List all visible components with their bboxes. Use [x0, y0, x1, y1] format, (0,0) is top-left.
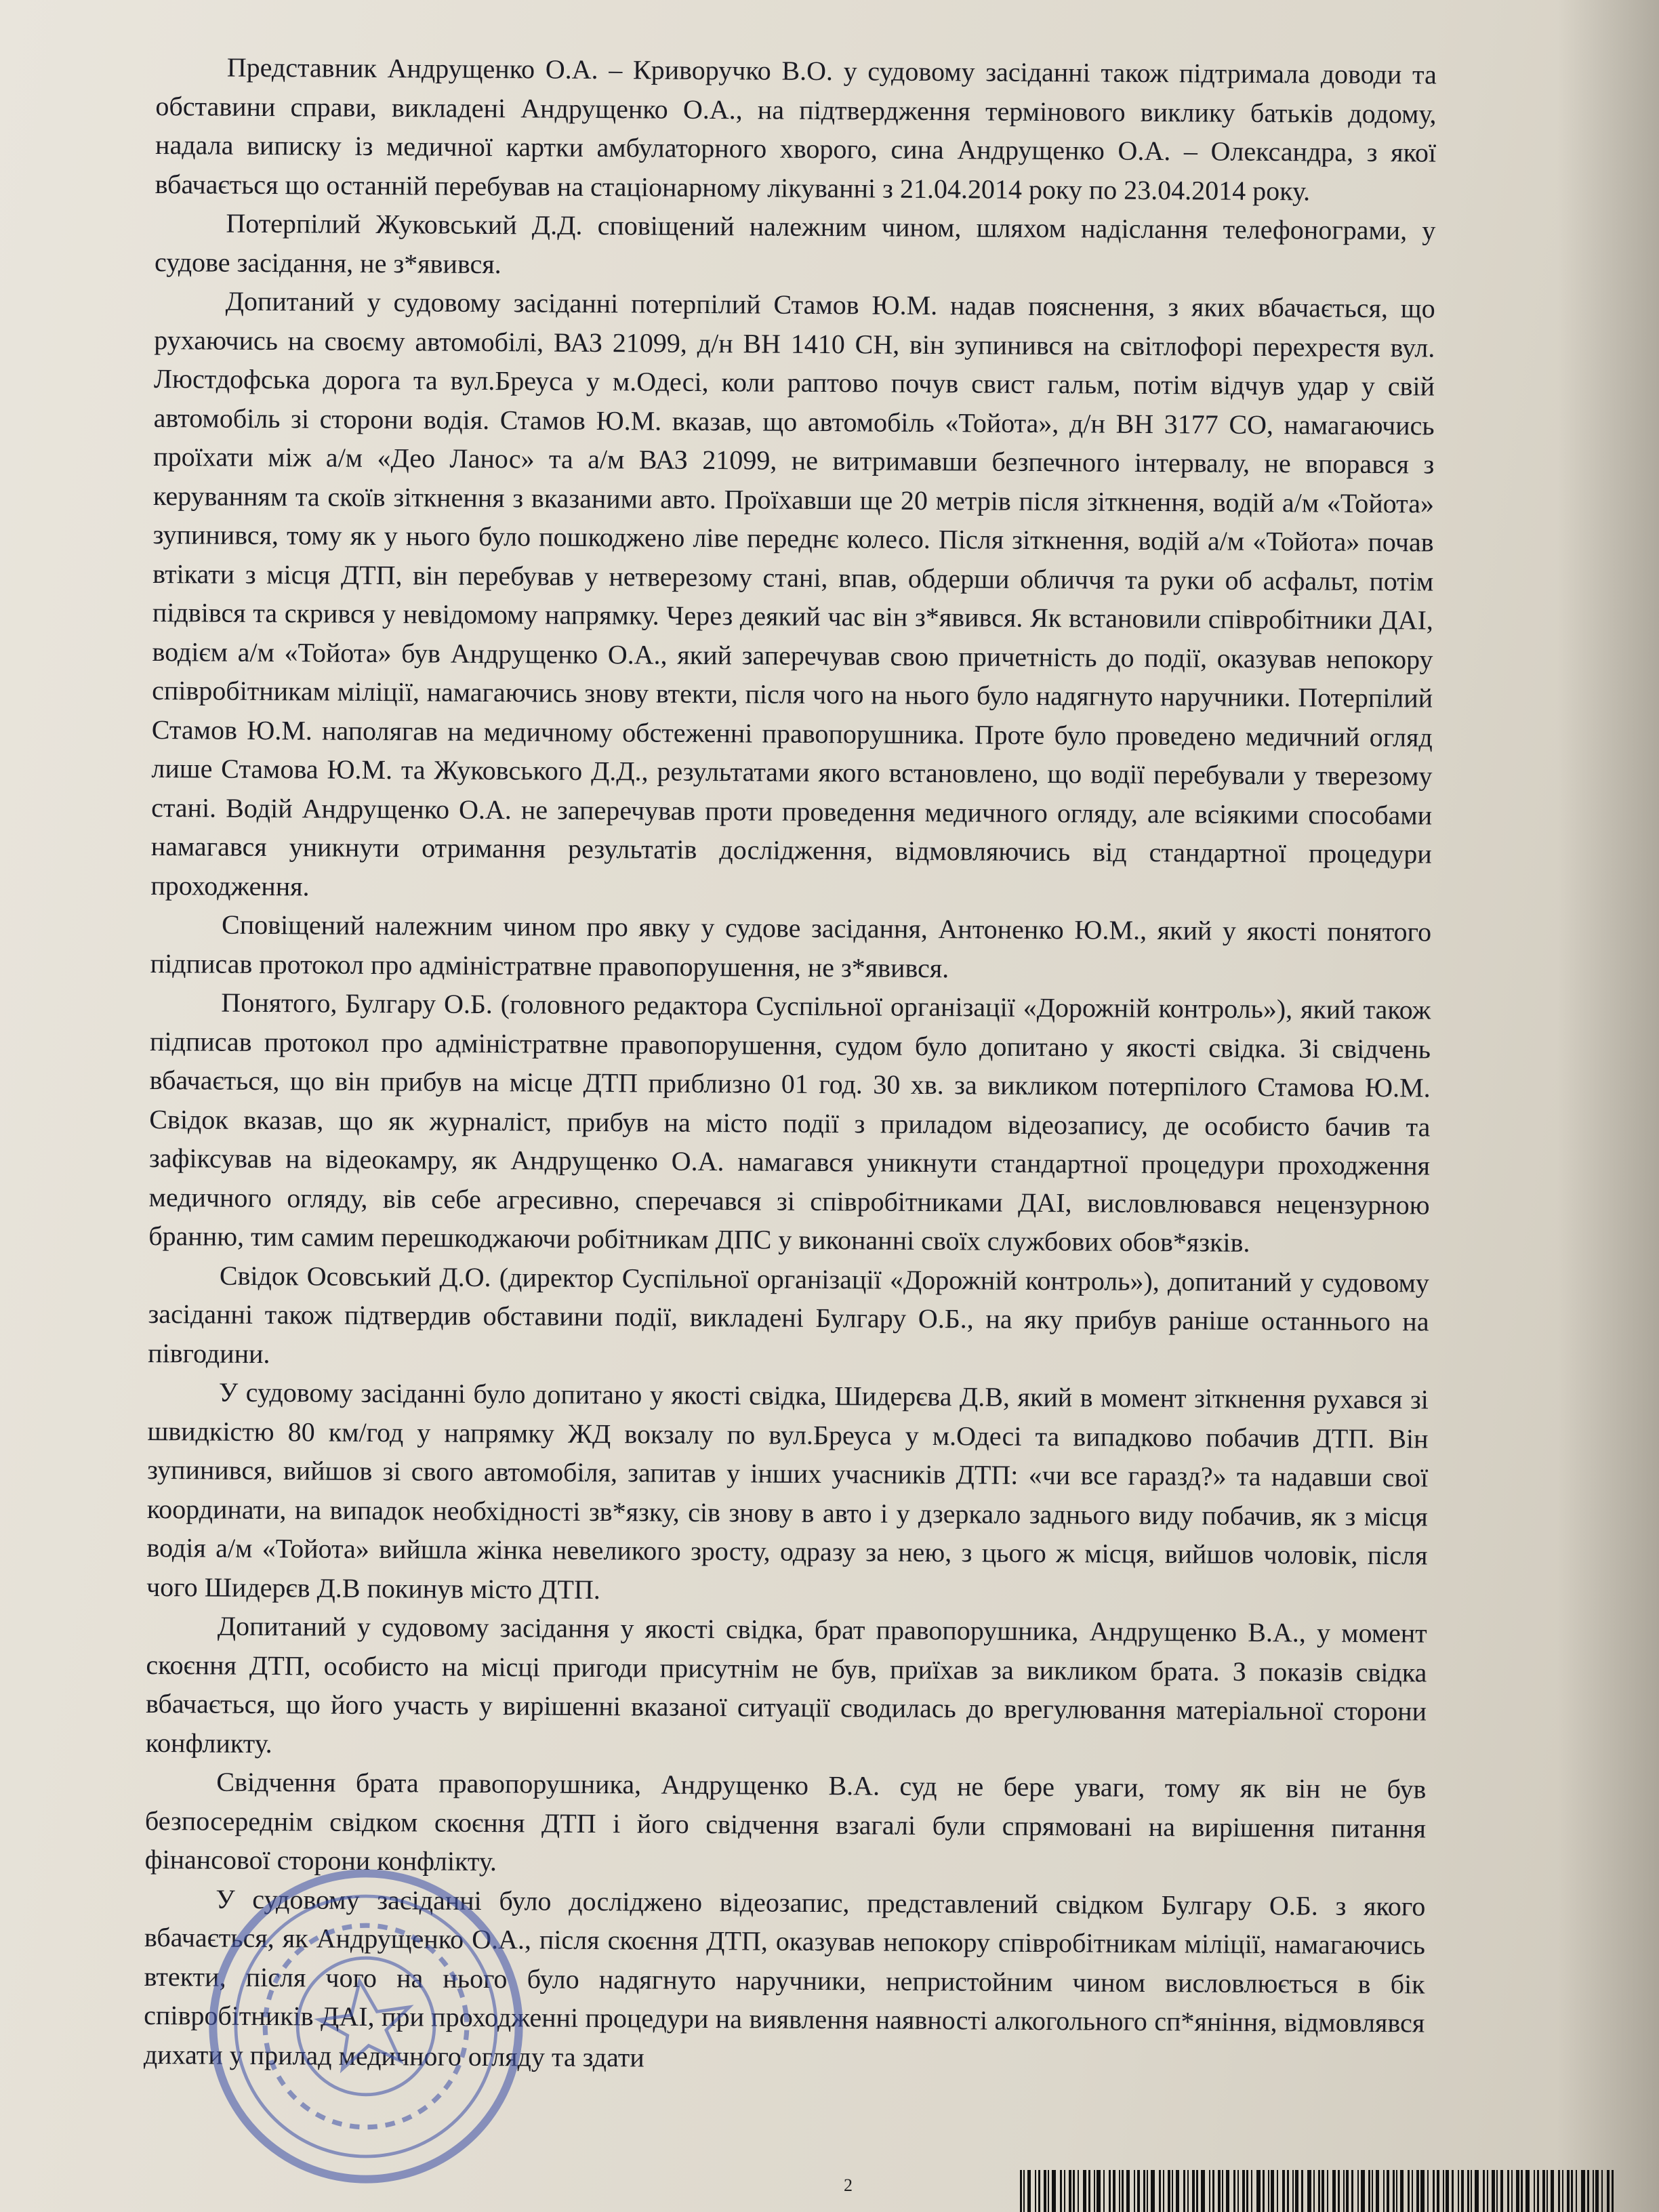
barcode-bar — [1251, 2170, 1252, 2212]
barcode-bar — [1242, 2170, 1245, 2212]
barcode-bar — [1475, 2170, 1479, 2212]
barcode-bar — [1246, 2170, 1248, 2212]
barcode-bar — [1052, 2170, 1056, 2212]
barcode-bar — [1408, 2170, 1410, 2212]
barcode-bar — [1287, 2170, 1289, 2212]
barcode-bar — [1581, 2170, 1585, 2212]
barcode-bar — [1433, 2170, 1435, 2212]
paragraph-video-evidence: У судовому засіданні було досліджено відеозапис, представлений свідком Булгару О.Б. з якого вбачається, як Андрущенко О.А., після скоєння ДТП, оказував непокору співробітникам міліції, намагаючись втекти, після чого на нього було надягнуто наручники, непристойним чином висловлюється в бік співробітників ДАІ, при проходженні процедури на виявлення наявності алкогольного сп*яніння, відмовлявся дихати у прилад медичного огляду та здати — [143, 1883, 1426, 2072]
barcode-bar — [1318, 2170, 1320, 2212]
barcode-bar — [1346, 2170, 1349, 2212]
barcode-bar — [1313, 2170, 1315, 2212]
barcode-bar — [1492, 2170, 1495, 2212]
barcode-bar — [1209, 2170, 1210, 2212]
barcode-bar — [1521, 2170, 1523, 2212]
barcode-bar — [1327, 2170, 1328, 2212]
barcode-bar — [1078, 2170, 1079, 2212]
barcode-bar — [1534, 2170, 1535, 2212]
barcode-bar — [1187, 2170, 1189, 2212]
barcode-bar — [1147, 2170, 1148, 2212]
barcode-bar — [1376, 2170, 1379, 2212]
page-edge-shadow — [1557, 0, 1659, 2212]
barcode-bar — [1183, 2170, 1185, 2212]
barcode-bar — [1562, 2170, 1563, 2212]
barcode-bar — [1119, 2170, 1120, 2212]
barcode-bar — [1400, 2170, 1404, 2212]
barcode-bar — [1567, 2170, 1570, 2212]
barcode-bar — [1218, 2170, 1221, 2212]
barcode-bar — [1069, 2170, 1071, 2212]
barcode-bar — [1322, 2170, 1324, 2212]
barcode-bar — [1595, 2170, 1599, 2212]
barcode-bar — [1420, 2170, 1425, 2212]
paragraph-witness-brother: Допитаний у судовому засідання у якості свідка, брат правопорушника, Андрущенко В.А., у момент скоєння ДТП, особисто на місці пригоди присутнім не був, приїхав за викликом брата. З показів свідка вбачається, що його участь у вирішенні вказаної ситуації сводилась до врегулювання матеріальної сторони конфликту. — [145, 1610, 1427, 1759]
paragraph-witness-osovsky: Свідок Осовський Д.О. (директор Суспільної організації «Дорожній контроль»), допитаний у судовому засіданні також підтвердив обставини події, викладені Булгару О.Б., на яку прибув раніше останнього на півгодини. — [148, 1260, 1430, 1369]
barcode-bar — [1446, 2170, 1449, 2212]
barcode-bar — [1097, 2170, 1101, 2212]
barcode-bar — [1060, 2170, 1062, 2212]
barcode-bar — [1282, 2170, 1285, 2212]
barcode-bar — [1172, 2170, 1173, 2212]
barcode-bar — [1511, 2170, 1513, 2212]
barcode-bar — [1547, 2170, 1548, 2212]
barcode-bar — [1601, 2170, 1603, 2212]
barcode-bar — [1137, 2170, 1140, 2212]
barcode-bar — [1467, 2170, 1469, 2212]
barcode-bar — [1396, 2170, 1397, 2212]
barcode-bar — [1038, 2170, 1040, 2212]
barcode-bar — [1196, 2170, 1198, 2212]
barcode-bar — [1571, 2170, 1573, 2212]
barcode-bar — [1083, 2170, 1086, 2212]
barcode-bar — [1507, 2170, 1509, 2212]
paragraph-witness-antonenko: Сповіщений належним чином про явку у судове засідання, Антоненко Ю.М., який у якості понятого підписав протокол про адміністратвне правопорушення, не з*явився. — [150, 909, 1432, 983]
barcode-bar — [1023, 2170, 1025, 2212]
barcode-bar — [1612, 2170, 1614, 2212]
barcode-bar — [1332, 2170, 1336, 2212]
barcode-bar — [1593, 2170, 1594, 2212]
paragraph-victim-zhukovsky: Потерпілий Жуковський Д.Д. сповіщений належним чином, шляхом надіслання телефонограми, у судове засідання, не з*явився. — [154, 207, 1436, 279]
document-body — [144, 47, 1437, 2081]
barcode-bar — [1088, 2170, 1090, 2212]
barcode-bar — [1458, 2170, 1459, 2212]
barcode-bar — [1268, 2170, 1269, 2212]
barcode-bar — [1393, 2170, 1395, 2212]
barcode-bar — [1222, 2170, 1223, 2212]
barcode-bar — [1237, 2170, 1239, 2212]
barcode-bar — [1159, 2170, 1161, 2212]
barcode-bar — [1256, 2170, 1261, 2212]
paragraph-court-assessment: Свідчення брата правопорушника, Андрущенко В.А. суд не бере уваги, тому як він не був безпосереднім свідком скоєння ДТП і його свідчення взагалі були спрямовані на вирішення питання фінансової сторони конфлікту. — [144, 1766, 1427, 1877]
barcode-bar — [1487, 2170, 1488, 2212]
barcode-bar — [1383, 2170, 1385, 2212]
barcode-bar — [1416, 2170, 1419, 2212]
barcode-bar — [1027, 2170, 1031, 2212]
barcode-bar — [1073, 2170, 1075, 2212]
barcode-bar — [1134, 2170, 1135, 2212]
barcode-bar — [1048, 2170, 1049, 2212]
barcode-bar — [1044, 2170, 1046, 2212]
barcode-bar — [1461, 2170, 1464, 2212]
barcode-bar — [1607, 2170, 1610, 2212]
barcode-bar — [1537, 2170, 1539, 2212]
page-number: 2 — [844, 2175, 853, 2195]
barcode-bar — [1109, 2170, 1111, 2212]
barcode-bar — [1176, 2170, 1179, 2212]
barcode-bar — [1496, 2170, 1498, 2212]
barcode-bar — [1307, 2170, 1311, 2212]
barcode-bar — [1361, 2170, 1365, 2212]
barcode-bar — [1516, 2170, 1519, 2212]
barcode-bar — [1103, 2170, 1105, 2212]
barcode-bar — [1201, 2170, 1205, 2212]
barcode-bar — [1427, 2170, 1429, 2212]
barcode-bar — [1122, 2170, 1124, 2212]
barcode-bar — [1471, 2170, 1472, 2212]
barcode-bar — [1551, 2170, 1554, 2212]
barcode-bar — [1542, 2170, 1545, 2212]
barcode — [1020, 2170, 1630, 2212]
paragraph-victim-stamov: Допитаний у судовому засіданні потерпілий Стамов Ю.М. надав пояснення, з яких вбачається, що рухаючись на своєму автомобілі, ВАЗ 21099, д/н ВН 1410 СН, він зупинився на світлофорі перехрестя вул. Люстдофська дорога та вул.Бреуса у м.Одесі, коли раптово почув свист гальм, потім відчув удар у свій автомобіль зі сторони водія. Стамов Ю.М. вказав, що автомобіль «Тойота», д/н ВН 3177 СО, намагаючись проїхати між а/м «Део Ланос» та а/м ВАЗ 21099, не витримавши безпечного інтервалу, не впорався з керуванням та скоїв зіткнення з вказаними авто. Проїхавши ще 20 метрів після зіткнення, водій а/м «Тойота» зупинився, тому як у нього було пошкоджено ліве переднє колесо. Після зіткнення, водій а/м «Тойота» почав втікати з місця ДТП, він перебував у нетверезому стані, впав, обдерши обличчя та руки об асфальт, потім підвівся та скрився у невідомому напрямку. Через деякий час він з*явився. Як встановили співробітники ДАІ, водієм а/м «Тойота» був Андрущенко О.А., який заперечував свою причетність до події, оказував непокору співробітникам міліції, намагаючись знову втекти, після чого на нього було надягнуто наручники. Потерпілий Стамов Ю.М. наполягав на медичному обстеженні правопорушника. Проте було проведено медичний огляд лише Стамова Ю.М. та Жуковського Д.Д., результатами якого встановлено, що водії перебували у тверезому стані. Водій Андрущенко О.А. не заперечував проти проведення медичного огляду, але всіякими способами намагався уникнути отримання результатів дослідження, відмовляючись від стандартної процедури проходження. — [150, 285, 1435, 901]
barcode-bar — [1020, 2170, 1022, 2212]
barcode-bar — [1387, 2170, 1389, 2212]
barcode-bar — [1192, 2170, 1195, 2212]
barcode-bar — [1263, 2170, 1265, 2212]
paragraph-representative: Представник Андрущенко О.А. – Криворучко В.О. у судовому засіданні також підтримала доводи та обставини справи, викладені Андрущенко О.А., на підтвердження термінового виклику батьків додому, надала виписку із медичної картки амбулаторного хворого, сина Андрущенко О.А. – Олександра, з якої вбачається що останній перебував на стаціонарному лікуванні з 21.04.2014 року по 23.04.2014 року. — [155, 52, 1437, 206]
barcode-bar — [1035, 2170, 1036, 2212]
barcode-bar — [1292, 2170, 1294, 2212]
paragraph-witness-shyderev: У судовому засіданні було допитано у якості свідка, Шидерєва Д.В, який в момент зіткнення рухався зі швидкістю 80 км/год у напрямку ЖД вокзалу по вул.Бреуса у м.Одесі та випадково побачив ДТП. Він зупинився, вийшов зі свого автомобіля, запитав у інших учасників ДТП: «чи все гаразд?» та надавши свої координати, на випадок необхідності зв*язку, сів знову в авто і у дзеркало заднього виду побачив, як з місця водія а/м «Тойота» вийшла жінка невеликого зросту, одразу за нею, з цього ж місця, вийшов чоловік, після чого Шидерєв Д.В покинув місто ДТП. — [146, 1376, 1429, 1605]
barcode-bar — [1452, 2170, 1454, 2212]
barcode-bar — [1525, 2170, 1530, 2212]
barcode-bar — [1113, 2170, 1115, 2212]
barcode-bar — [1500, 2170, 1503, 2212]
barcode-bar — [1277, 2170, 1278, 2212]
barcode-bar — [1338, 2170, 1340, 2212]
barcode-bar — [1064, 2170, 1065, 2212]
barcode-bar — [1372, 2170, 1373, 2212]
barcode-bar — [1357, 2170, 1359, 2212]
barcode-bar — [1271, 2170, 1274, 2212]
paragraph-witness-bulgaru: Понятого, Булгару О.Б. (головного редактора Суспільної організації «Дорожній контроль»), який також підписав протокол про адміністратвне правопорушення, судом було допитано у якості свідка. Зі свідчень вбачається, що він прибув на місце ДТП приблизно 01 год. 30 хв. за викликом потерпілого Стамова Ю.М. Свідок вказав, що як журналіст, прибув на місто події з приладом відеозапису, де особисто бачив та зафіксував на відеокамру, як Андрущенко О.А. намагався уникнути стандартної процедури проходження медичного огляду, вів себе агресивно, сперечався зі співробітниками ДАІ, висловлювався нецензурною бранню, тим самим перешкоджаючи робітникам ДПС у виконанні своїх службових обов*язків. — [148, 987, 1431, 1258]
barcode-bar — [1576, 2170, 1577, 2212]
barcode-bar — [1343, 2170, 1345, 2212]
barcode-bar — [1301, 2170, 1303, 2212]
barcode-bar — [1295, 2170, 1298, 2212]
barcode-bar — [1126, 2170, 1130, 2212]
barcode-bar — [1233, 2170, 1235, 2212]
barcode-bar — [1151, 2170, 1155, 2212]
barcode-bar — [1094, 2170, 1095, 2212]
barcode-bar — [1587, 2170, 1589, 2212]
barcode-bar — [1412, 2170, 1413, 2212]
barcode-bar — [1368, 2170, 1370, 2212]
barcode-bar — [1443, 2170, 1444, 2212]
barcode-bar — [1483, 2170, 1485, 2212]
official-stamp-icon — [182, 1843, 550, 2210]
barcode-bar — [1168, 2170, 1170, 2212]
barcode-bar — [1226, 2170, 1229, 2212]
barcode-bar — [1437, 2170, 1439, 2212]
barcode-bar — [1351, 2170, 1353, 2212]
barcode-bar — [1558, 2170, 1560, 2212]
barcode-bar — [1212, 2170, 1214, 2212]
barcode-bar — [1143, 2170, 1145, 2212]
barcode-bar — [1163, 2170, 1164, 2212]
